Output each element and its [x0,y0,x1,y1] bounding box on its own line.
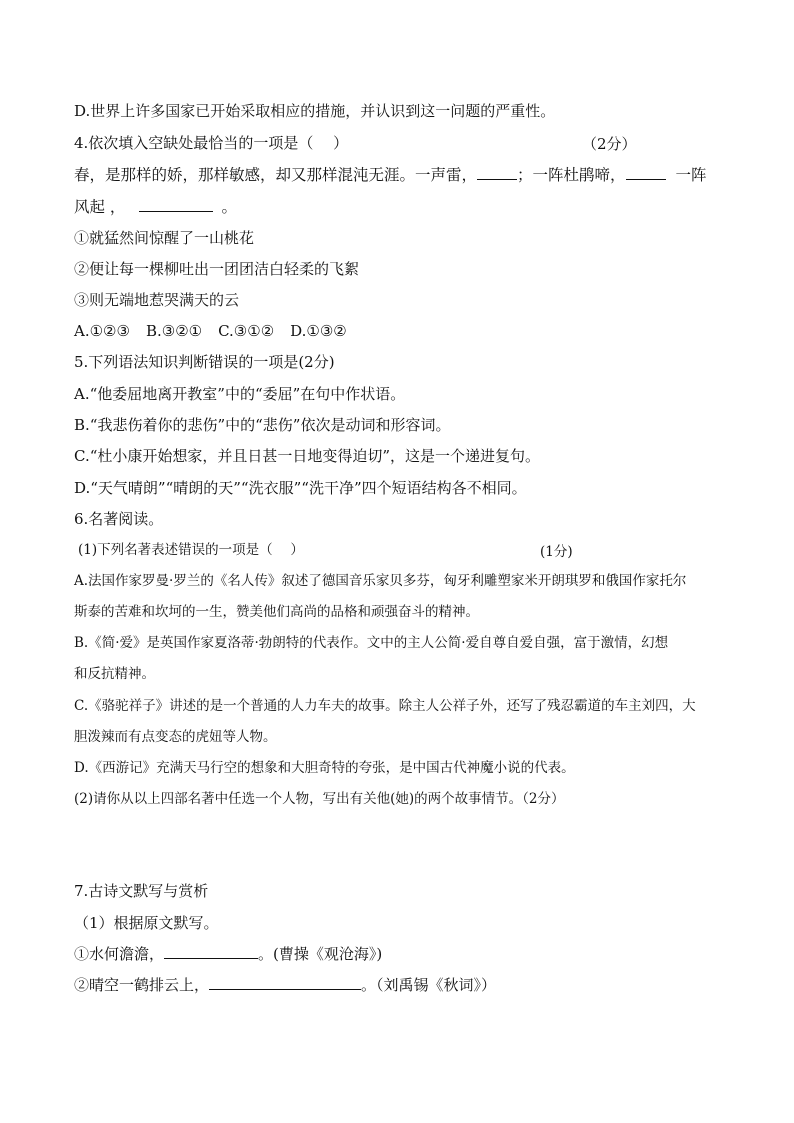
q4-item-3: ③则无端地惹哭满天的云 [74,291,240,309]
q4-passage-line2 [74,197,237,217]
q7-item1-end: 。(曹操《观沧海》) [258,945,383,963]
q4-passage-line2-end: 。 [221,198,237,216]
q4-option-d[interactable]: D.①③② [290,322,347,340]
q5-option-a: A.“他委屈地离开教室”中的“委屈”在句中作状语。 [74,385,406,403]
q4-passage-line1 [74,165,707,185]
q4-option-c[interactable]: C.③①② [218,322,275,340]
q4-options [74,321,347,341]
q6-option-b-line2: 和反抗精神。 [74,666,155,682]
q5-option-c: C.“杜小康开始想家，并且日甚一日地变得迫切”，这是一个递进复句。 [74,447,541,465]
q4-blank-2[interactable] [626,165,666,180]
q4-passage-part2: ；一阵杜鹃啼， [517,166,626,184]
q4-passage-part1: 春，是那样的娇，那样敏感，却又那样混沌无涯。一声雷， [74,166,478,184]
q4-passage-part3: 一阵 [675,166,707,184]
q7-item-2 [74,975,496,995]
q4-option-a[interactable]: A.①②③ [74,322,130,340]
q6-option-d: D.《西游记》充满天马行空的想象和大胆奇特的夸张，是中国古代神魔小说的代表。 [74,760,575,776]
q4-score: （2分） [582,135,637,153]
q7-item1-start: ①水何澹澹， [74,945,165,963]
q7-sub1: （1）根据原文默写。 [74,914,219,932]
q7-blank-1[interactable] [164,944,258,959]
q6-sub1-score: (1分) [540,544,573,560]
q6-title: 6.名著阅读。 [74,510,164,528]
q5-option-b: B.“我悲伤着你的悲伤”中的“悲伤”依次是动词和形容词。 [74,416,451,434]
q6-option-b-line1: B.《简·爱》是英国作家夏洛蒂·勃朗特的代表作。文中的主人公简·爱自尊自爱自强，富于激情，幻想 [74,635,669,651]
q6-option-c-line1: C.《骆驼祥子》讲述的是一个普通的人力车夫的故事。除主人公祥子外，还写了残忍霸道的车主刘四，大 [74,698,696,714]
q5-option-d: D.“天气晴朗”“晴朗的天”“洗衣服”“洗干净”四个短语结构各不相同。 [74,479,527,497]
q6-option-a-line1: A.法国作家罗曼·罗兰的《名人传》叙述了德国音乐家贝多芬，匈牙利雕塑家米开朗琪罗和俄国作家托尔 [74,573,687,589]
q6-sub1-stem: (1)下列名著表述错误的一项是（ ） [78,542,304,558]
q7-item2-end: 。（刘禹锡《秋词》） [361,976,497,994]
q5-stem: 5.下列语法知识判断错误的一项是(2分) [74,353,335,371]
q6-option-c-line2: 胆泼辣而有点变态的虎妞等人物。 [74,729,277,745]
q4-stem: 4.依次填入空缺处最恰当的一项是（ ） [74,134,349,152]
q4-item-1: ①就猛然间惊醒了一山桃花 [74,229,255,247]
q4-blank-3[interactable] [139,197,213,212]
q4-item-2: ②便让每一棵柳吐出一团团洁白轻柔的飞絮 [74,260,360,278]
q4-option-b[interactable]: B.③②① [145,322,203,340]
q4-blank-1[interactable] [477,165,517,180]
q6-option-a-line2: 斯泰的苦难和坎坷的一生，赞美他们高尚的品格和顽强奋斗的精神。 [74,604,479,620]
q7-title: 7.古诗文默写与赏析 [74,882,209,900]
q7-item2-start: ②晴空一鹤排云上， [74,976,210,994]
q4-passage-line2-start: 风起 ， [74,198,126,216]
q3-option-d: D.世界上许多国家已开始采取相应的措施，并认识到这一问题的严重性。 [74,102,556,120]
q6-sub2: (2)请你从以上四部名著中任选一个人物，写出有关他(她)的两个故事情节。（2分） [74,791,565,807]
q7-item-1 [74,944,382,964]
q7-blank-2[interactable] [209,975,361,990]
